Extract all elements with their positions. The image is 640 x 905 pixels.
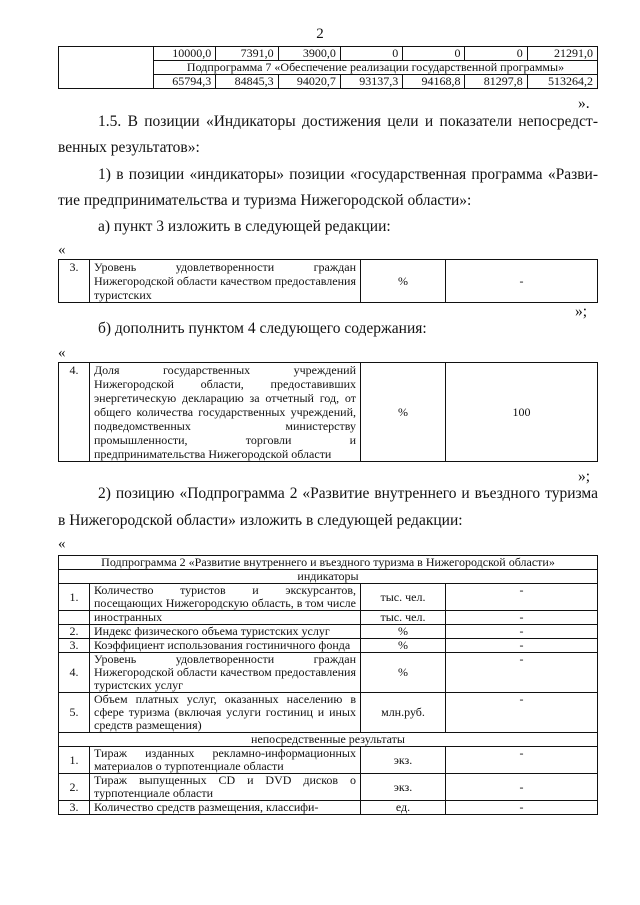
opening-quote: « (58, 536, 66, 552)
table-row (59, 363, 598, 462)
opening-quote: « (58, 345, 66, 361)
paragraph-line: венных результатов»: (58, 139, 200, 156)
item-text: Индекс физического объема туристских услуг (90, 625, 361, 639)
item-value: - (446, 260, 598, 303)
table-cell-empty (59, 47, 154, 89)
paragraph-line: б) дополнить пунктом 4 следующего содержания: (98, 320, 427, 337)
table-cell: 513264,2 (527, 75, 597, 89)
table-row (59, 774, 598, 801)
item-value: - (446, 639, 598, 653)
item-number (59, 611, 90, 625)
section-header: индикаторы (59, 570, 598, 584)
item-text: Коэффициент использования гостиничного фонда (90, 639, 361, 653)
table-row (59, 260, 598, 303)
table-cell: 94168,8 (403, 75, 465, 89)
table-cell: 0 (340, 47, 402, 61)
closing-quote: »; (575, 303, 588, 320)
item-text: Доля государственных учреждений Нижегородской области, предоставивших энергетическую декларацию за отчетный год, от общего количества государственных учреждений, подведомственных министерству промышленности, торговли и предпринимательства Нижегородской области (90, 363, 361, 462)
table-row (59, 693, 598, 733)
table-row (59, 570, 598, 584)
table-cell: 7391,0 (216, 47, 278, 61)
item-text: Тираж выпущенных CD и DVD дисков о турпотенциале области (90, 774, 361, 801)
table-cell: 3900,0 (278, 47, 340, 61)
item-text: Уровень удовлетворенности граждан Нижегородской области качеством предоставления туристских (90, 260, 361, 303)
item-number: 2. (59, 625, 90, 639)
item-unit: % (361, 653, 446, 693)
paragraph-line: 2) позицию «Подпрограмма 2 «Развитие внутреннего и въездного туризма (98, 485, 598, 502)
item-unit: % (361, 639, 446, 653)
item-number: 2. (59, 774, 90, 801)
page-number: 2 (316, 26, 324, 42)
item-text: Количество туристов и экскурсантов, посещающих Нижегородскую область, в том числе (90, 584, 361, 611)
table-cell: 0 (465, 47, 527, 61)
item-number: 1. (59, 747, 90, 774)
opening-quote: « (58, 242, 66, 258)
indicator-item3-table (58, 259, 598, 303)
funding-table (58, 46, 598, 89)
item-value: - (446, 625, 598, 639)
item-number: 4. (59, 653, 90, 693)
table-cell: 94020,7 (278, 75, 340, 89)
item-unit: экз. (361, 774, 446, 801)
closing-quote: »; (578, 468, 591, 485)
item-unit: ед. (361, 801, 446, 815)
item-value: - (446, 774, 598, 801)
table-cell: 0 (403, 47, 465, 61)
subprogram-title-cell: Подпрограмма 2 «Развитие внутреннего и въездного туризма в Нижегородской области» (59, 556, 598, 570)
item-value: - (446, 693, 598, 733)
table-row (59, 653, 598, 693)
table-row (59, 611, 598, 625)
item-text: Уровень удовлетворенности граждан Нижегородской области качеством предоставления туристских услуг (90, 653, 361, 693)
table-row (59, 801, 598, 815)
paragraph-line: тие предпринимательства и туризма Нижегородской области»: (58, 192, 472, 209)
closing-quote: ». (578, 95, 590, 112)
item-value: - (446, 801, 598, 815)
table-row (59, 733, 598, 747)
table-row (59, 625, 598, 639)
section-header: непосредственные результаты (59, 733, 598, 747)
item-value: - (446, 611, 598, 625)
table-row (59, 639, 598, 653)
item-number: 3. (59, 639, 90, 653)
paragraph-line: 1) в позиции «индикаторы» позиции «государственная программа «Разви- (98, 166, 598, 183)
table-cell: 65794,3 (154, 75, 216, 89)
item-value: - (446, 747, 598, 774)
subprogram-title-cell: Подпрограмма 7 «Обеспечение реализации государственной программы» (154, 61, 598, 75)
item-value: - (446, 653, 598, 693)
item-text: Количество средств размещения, классифи- (90, 801, 361, 815)
table-row (59, 556, 598, 570)
table-cell: 81297,8 (465, 75, 527, 89)
subprogram-table (58, 555, 598, 815)
item-unit: экз. (361, 747, 446, 774)
item-number: 3. (59, 801, 90, 815)
item-unit: тыс. чел. (361, 584, 446, 611)
indicator-item4-table (58, 362, 598, 462)
paragraph-line: 1.5. В позиции «Индикаторы достижения цели и показатели непосредст- (98, 113, 598, 130)
item-unit: тыс. чел. (361, 611, 446, 625)
item-unit: % (361, 260, 446, 303)
table-cell: 93137,3 (340, 75, 402, 89)
item-number: 3. (59, 260, 90, 303)
item-unit: % (361, 363, 446, 462)
table-row (59, 747, 598, 774)
item-number: 5. (59, 693, 90, 733)
table-cell: 84845,3 (216, 75, 278, 89)
item-number: 1. (59, 584, 90, 611)
table-cell: 10000,0 (154, 47, 216, 61)
table-row (59, 584, 598, 611)
table-cell: 21291,0 (527, 47, 597, 61)
item-unit: млн.руб. (361, 693, 446, 733)
item-number: 4. (59, 363, 90, 462)
item-text: Тираж изданных рекламно-информационных материалов о турпотенциале области (90, 747, 361, 774)
paragraph-line: а) пункт 3 изложить в следующей редакции: (98, 218, 391, 235)
item-unit: % (361, 625, 446, 639)
item-value: 100 (446, 363, 598, 462)
item-text: иностранных (90, 611, 361, 625)
table-row (59, 47, 598, 61)
paragraph-line: в Нижегородской области» изложить в следующей редакции: (58, 512, 463, 529)
item-value: - (446, 584, 598, 611)
item-text: Объем платных услуг, оказанных населению в сфере туризма (включая услуги гостиниц и иных средств размещения) (90, 693, 361, 733)
